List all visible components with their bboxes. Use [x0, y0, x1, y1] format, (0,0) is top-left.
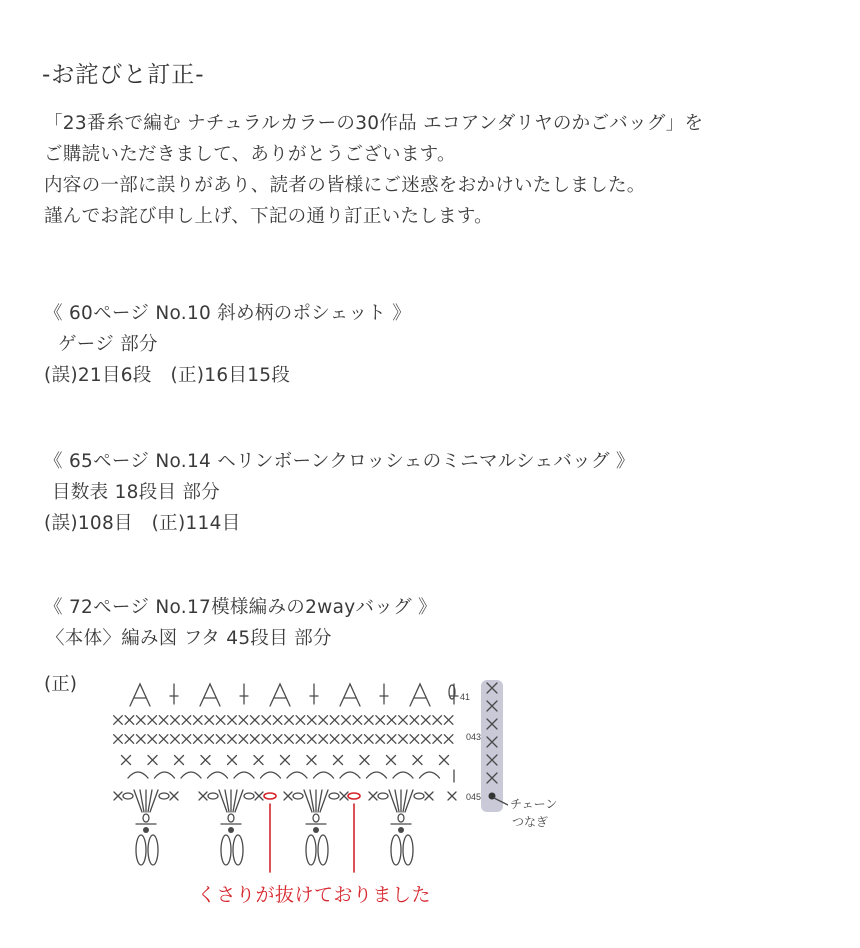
arch-symbol — [393, 772, 413, 778]
single-crochet-symbol — [285, 716, 294, 725]
pendant-oval — [148, 835, 158, 865]
correction-heading: 《 65ページ No.14 ヘリンボーンクロッシェのミニマルシェバッグ 》 — [44, 451, 635, 472]
single-crochet-symbol — [239, 735, 248, 744]
single-crochet-symbol — [114, 735, 123, 744]
single-crochet-symbol — [369, 792, 377, 800]
correct-label: (正) — [44, 674, 77, 695]
pendant-oval — [306, 835, 316, 865]
single-crochet-symbol — [182, 735, 191, 744]
chain-join-label-line2: つなぎ — [512, 815, 549, 829]
correction-detail: 〈本体〉編み図 フタ 45段目 部分 — [46, 628, 332, 649]
pendant-dot — [228, 827, 234, 833]
single-crochet-symbol — [365, 716, 374, 725]
single-crochet-symbol — [330, 735, 339, 744]
single-crochet-symbol — [137, 735, 146, 744]
chain-stitch-symbol — [228, 814, 234, 822]
single-crochet-symbol — [296, 716, 305, 725]
pendant-oval — [233, 835, 243, 865]
correction-section-2 — [44, 446, 635, 539]
single-crochet-symbol — [365, 735, 374, 744]
missing-chain-highlight — [264, 793, 276, 799]
single-crochet-symbol — [251, 716, 260, 725]
single-crochet-symbol — [410, 735, 419, 744]
single-crochet-symbol — [114, 716, 123, 725]
single-crochet-symbol — [285, 735, 294, 744]
single-crochet-symbol — [342, 735, 351, 744]
single-crochet-symbol — [433, 735, 442, 744]
single-crochet-symbol — [159, 716, 168, 725]
pendant-oval — [136, 835, 146, 865]
single-crochet-symbol — [444, 716, 453, 725]
intro-line: 「23番糸で編む ナチュラルカラーの30作品 エコアンダリヤのかごバッグ」を — [44, 113, 704, 134]
correction-heading: 《 60ページ No.10 斜め柄のポシェット 》 — [44, 303, 412, 324]
chain-join-label-line1: チェーン — [510, 797, 558, 811]
single-crochet-symbol — [353, 735, 362, 744]
single-crochet-symbol — [387, 756, 396, 765]
double-crochet-symbol — [170, 684, 178, 704]
pendant-dot — [143, 827, 149, 833]
pendant-oval — [403, 835, 413, 865]
single-crochet-symbol — [273, 716, 282, 725]
single-crochet-symbol — [387, 735, 396, 744]
single-crochet-symbol — [122, 756, 131, 765]
arch-symbol — [181, 772, 201, 778]
single-crochet-symbol — [319, 716, 328, 725]
double-crochet-symbol — [380, 684, 388, 704]
row-number-label: 043 — [466, 732, 482, 742]
correction-detail: ゲージ 部分 — [58, 334, 158, 355]
arch-symbol — [340, 772, 360, 778]
chain-stitch-symbol — [293, 793, 303, 799]
chain-stitch-symbol — [398, 814, 404, 822]
single-crochet-symbol — [413, 756, 422, 765]
single-crochet-symbol — [251, 735, 260, 744]
pendant-oval — [391, 835, 401, 865]
single-crochet-symbol — [148, 756, 157, 765]
single-crochet-symbol — [340, 792, 348, 800]
chain-stitch-symbol — [159, 793, 169, 799]
pendant-dot — [398, 827, 404, 833]
chain-stitch-symbol — [244, 793, 254, 799]
single-crochet-symbol — [194, 716, 203, 725]
missing-chain-highlight — [348, 793, 360, 799]
single-crochet-symbol — [422, 735, 431, 744]
single-crochet-symbol — [319, 735, 328, 744]
chain-join-label — [510, 795, 557, 831]
arch-symbol — [155, 772, 175, 778]
chain-stitch-symbol — [378, 793, 388, 799]
single-crochet-symbol — [440, 756, 449, 765]
arch-symbol — [314, 772, 334, 778]
arch-symbol — [367, 772, 387, 778]
decrease-cluster-symbol — [200, 684, 220, 706]
single-crochet-symbol — [281, 756, 290, 765]
arch-symbol — [261, 772, 281, 778]
single-crochet-symbol — [308, 735, 317, 744]
decrease-cluster-symbol — [340, 684, 360, 706]
single-crochet-symbol — [330, 716, 339, 725]
single-crochet-symbol — [376, 716, 385, 725]
chain-join-band — [481, 680, 503, 812]
single-crochet-symbol — [228, 756, 237, 765]
single-crochet-symbol — [114, 792, 122, 800]
single-crochet-symbol — [182, 716, 191, 725]
single-crochet-symbol — [216, 735, 225, 744]
single-crochet-symbol — [273, 735, 282, 744]
single-crochet-symbol — [353, 716, 362, 725]
single-crochet-symbol — [171, 735, 180, 744]
decrease-cluster-symbol — [130, 684, 150, 706]
correction-fix: (誤)108目 (正)114目 — [44, 513, 241, 534]
single-crochet-symbol — [284, 792, 292, 800]
single-crochet-symbol — [228, 716, 237, 725]
correction-detail: 目数表 18段目 部分 — [52, 482, 221, 503]
crochet-chart — [108, 672, 508, 882]
single-crochet-symbol — [422, 716, 431, 725]
decrease-cluster-symbol — [270, 684, 290, 706]
double-crochet-symbol — [240, 684, 248, 704]
single-crochet-symbol — [148, 735, 157, 744]
arch-symbol — [234, 772, 254, 778]
row-number-label: 41 — [460, 692, 471, 702]
intro-line: 内容の一部に誤りがあり、読者の皆様にご迷惑をおかけいたしました。 — [44, 175, 646, 196]
single-crochet-symbol — [296, 735, 305, 744]
single-crochet-symbol — [360, 756, 369, 765]
intro-line: ご購読いただきまして、ありがとうございます。 — [44, 144, 456, 165]
row-number-label: 045 — [466, 792, 482, 802]
correction-section-1 — [44, 298, 411, 391]
correction-fix: (誤)21目6段 (正)16目15段 — [44, 365, 291, 386]
intro-line: 謹んでお詫び申し上げ、下記の通り訂正いたします。 — [44, 206, 493, 227]
single-crochet-symbol — [175, 756, 184, 765]
arch-symbol — [287, 772, 307, 778]
single-crochet-symbol — [425, 792, 433, 800]
single-crochet-symbol — [399, 735, 408, 744]
single-crochet-symbol — [201, 756, 210, 765]
single-crochet-symbol — [125, 716, 134, 725]
single-crochet-symbol — [376, 735, 385, 744]
single-crochet-symbol — [334, 756, 343, 765]
double-crochet-symbol — [310, 684, 318, 704]
single-crochet-symbol — [159, 735, 168, 744]
single-crochet-symbol — [216, 716, 225, 725]
single-crochet-symbol — [125, 735, 134, 744]
correction-heading: 《 72ページ No.17模様編みの2wayバッグ 》 — [44, 597, 437, 618]
intro-paragraph — [44, 108, 703, 232]
chain-stitch-symbol — [313, 814, 319, 822]
decrease-cluster-symbol — [410, 684, 430, 706]
single-crochet-symbol — [205, 716, 214, 725]
single-crochet-symbol — [399, 716, 408, 725]
single-crochet-symbol — [199, 792, 207, 800]
single-crochet-symbol — [170, 792, 178, 800]
arch-symbol — [420, 772, 440, 778]
single-crochet-symbol — [239, 716, 248, 725]
pendant-oval — [318, 835, 328, 865]
chain-stitch-symbol — [414, 793, 424, 799]
single-crochet-symbol — [171, 716, 180, 725]
single-crochet-symbol — [448, 792, 456, 800]
chain-stitch-symbol — [123, 793, 133, 799]
single-crochet-symbol — [410, 716, 419, 725]
page-title: -お詫びと訂正- — [42, 62, 205, 88]
single-crochet-symbol — [342, 716, 351, 725]
correction-section-3 — [44, 592, 437, 654]
single-crochet-symbol — [148, 716, 157, 725]
single-crochet-symbol — [262, 716, 271, 725]
single-crochet-symbol — [194, 735, 203, 744]
single-crochet-symbol — [228, 735, 237, 744]
missing-chain-note: くさりが抜けておりました — [197, 884, 432, 906]
chain-stitch-symbol — [208, 793, 218, 799]
single-crochet-symbol — [387, 716, 396, 725]
pendant-dot — [313, 827, 319, 833]
single-crochet-symbol — [205, 735, 214, 744]
single-crochet-symbol — [307, 756, 316, 765]
single-crochet-symbol — [433, 716, 442, 725]
arch-symbol — [208, 772, 228, 778]
single-crochet-symbol — [262, 735, 271, 744]
single-crochet-symbol — [308, 716, 317, 725]
arch-symbol — [128, 772, 148, 778]
single-crochet-symbol — [254, 756, 263, 765]
pendant-oval — [221, 835, 231, 865]
chain-stitch-symbol — [329, 793, 339, 799]
single-crochet-symbol — [444, 735, 453, 744]
single-crochet-symbol — [137, 716, 146, 725]
single-crochet-symbol — [255, 792, 263, 800]
chain-stitch-symbol — [143, 814, 149, 822]
